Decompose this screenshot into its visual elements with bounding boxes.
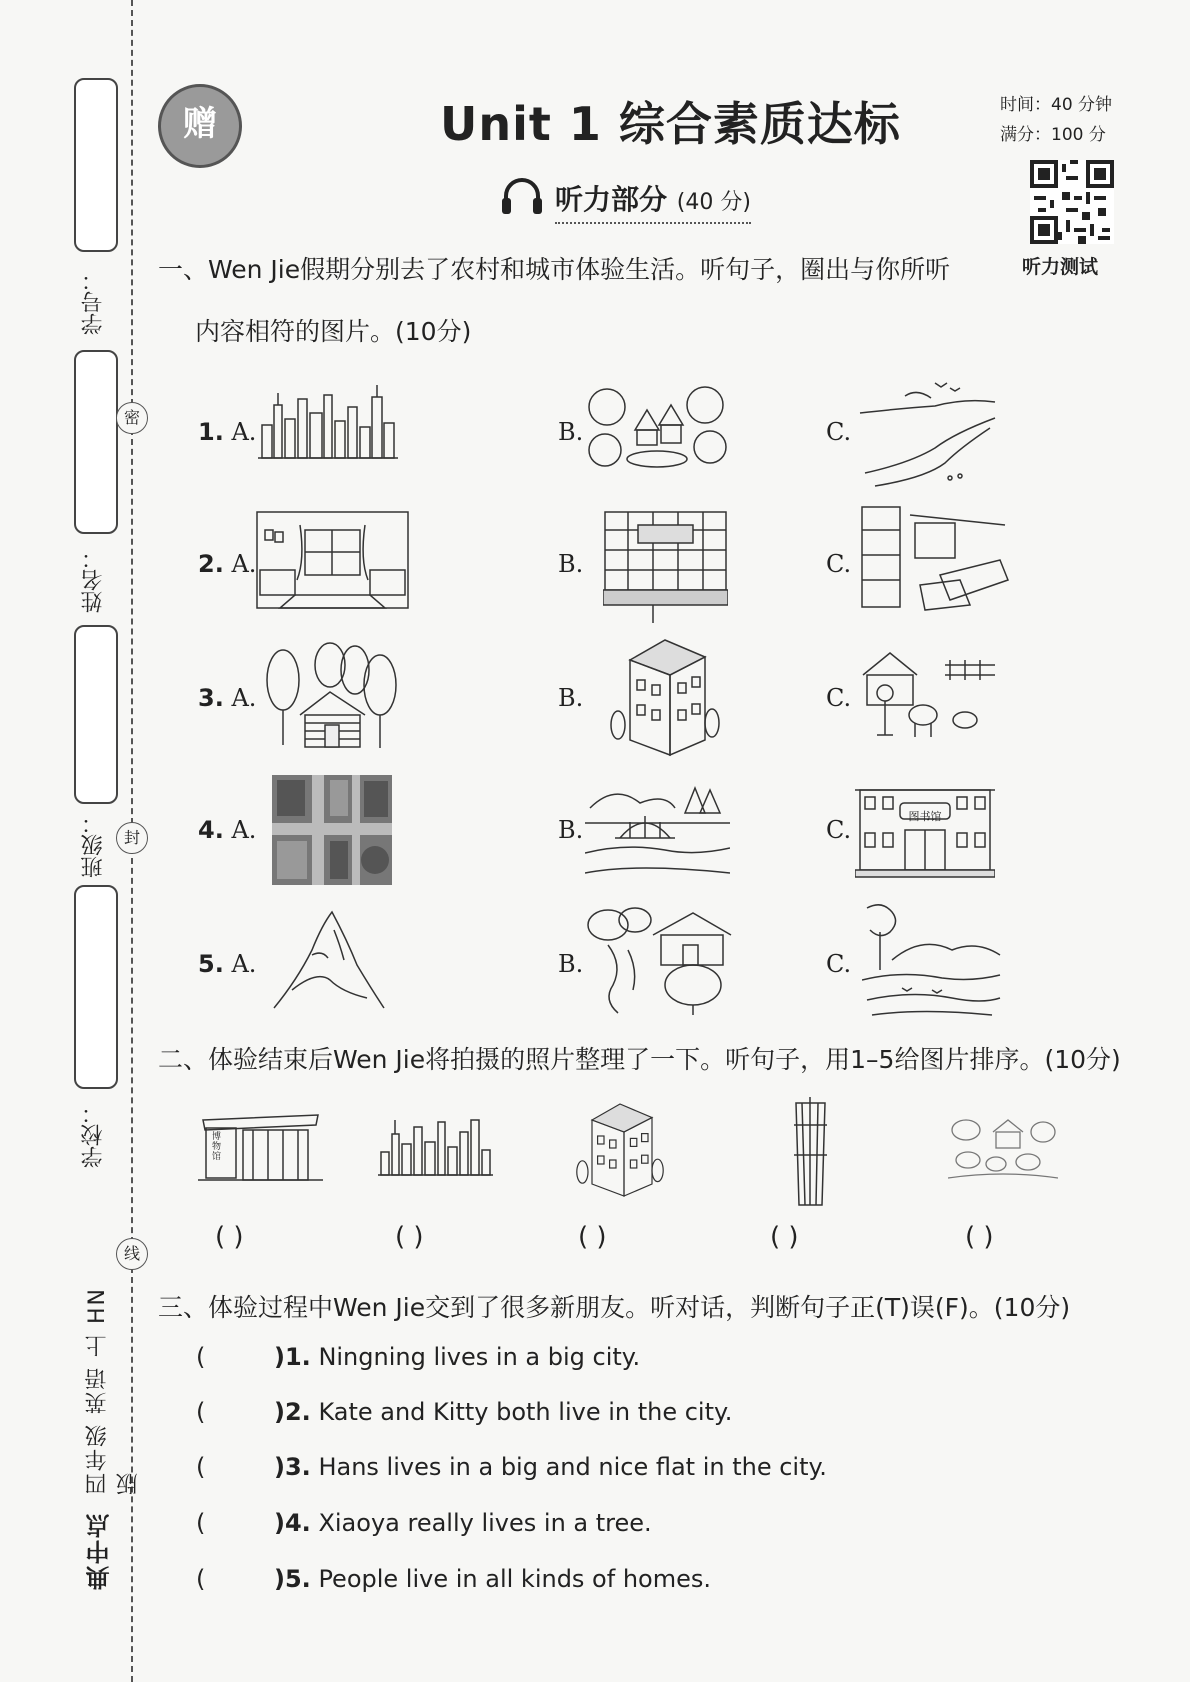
tf-number-4: )4. [274, 1509, 311, 1537]
tf-text-4: Xiaoya really lives in a tree. [318, 1509, 652, 1537]
tf-item-3 [196, 1453, 827, 1481]
listening-part-label: 听力部分 [555, 183, 668, 216]
mountain-icon[interactable] [272, 910, 387, 1010]
tower-icon [788, 1095, 833, 1207]
listening-part-score: (40 分) [676, 190, 751, 215]
order-blank-4[interactable]: ( ) [770, 1222, 799, 1252]
library-sign: 图书馆 [908, 810, 942, 823]
q4-option-a[interactable]: A. [231, 816, 257, 844]
class-label: 班级： [81, 812, 106, 878]
q4-option-b[interactable]: B. [558, 816, 584, 844]
museum-sign: 博物馆 [212, 1132, 222, 1162]
seal-mark-mi: 密 [116, 402, 148, 434]
tf-blank-2[interactable]: ( [196, 1398, 206, 1426]
seal-mark-feng: 封 [116, 822, 148, 854]
q5-option-a[interactable]: A. [231, 950, 257, 978]
q1-number: 1. [198, 418, 224, 446]
qr-code-icon[interactable] [1030, 160, 1114, 244]
headphones-icon [500, 176, 544, 216]
section1-heading-cont: 内容相符的图片。(10分) [195, 317, 472, 346]
page-title: Unit 1 综合素质达标 [440, 97, 901, 151]
q1-option-a[interactable]: A. [231, 418, 257, 446]
tf-text-3: Hans lives in a big and nice flat in the city. [318, 1453, 827, 1481]
library-icon[interactable] [855, 775, 995, 885]
tf-number-1: )1. [274, 1343, 311, 1371]
photo-farm-icon [948, 1112, 1058, 1182]
book-info: 四年级 英语 上 HN版 [85, 1287, 141, 1495]
q2-option-a[interactable]: A. [231, 550, 257, 578]
order-blank-3[interactable]: ( ) [578, 1222, 607, 1252]
q2-number: 2. [198, 550, 224, 578]
q3-label [198, 684, 256, 712]
kitchen-icon[interactable] [603, 510, 728, 625]
bedroom-icon[interactable] [860, 505, 1010, 615]
school-label: 学校： [81, 1102, 106, 1168]
wooden-house-icon[interactable] [265, 640, 400, 755]
tf-number-3: )3. [274, 1453, 311, 1481]
q4-option-c[interactable]: C. [826, 816, 852, 844]
qr-label: 听力测试 [1022, 256, 1099, 278]
photo-apartment-icon [565, 1100, 675, 1200]
tf-number-5: )5. [274, 1565, 311, 1593]
tf-text-5: People live in all kinds of homes. [318, 1565, 711, 1593]
tf-item-4 [196, 1509, 652, 1537]
q1-option-c[interactable]: C. [826, 418, 852, 446]
student-id-label: 学号： [81, 269, 106, 335]
q3-number: 3. [198, 684, 224, 712]
name-box[interactable] [74, 350, 118, 534]
photo-city-skyline-icon [378, 1112, 493, 1177]
q3-option-b[interactable]: B. [558, 684, 584, 712]
section2-heading: 二、体验结束后Wen Jie将拍摄的照片整理了一下。听句子，用1–5给图片排序。(10分) [158, 1045, 1121, 1074]
listening-part-title [555, 178, 751, 224]
tf-number-2: )2. [274, 1398, 311, 1426]
village-icon[interactable] [585, 385, 730, 475]
q2-option-c[interactable]: C. [826, 550, 852, 578]
q5-label [198, 950, 256, 978]
order-blank-2[interactable]: ( ) [395, 1222, 424, 1252]
name-label: 姓名： [81, 547, 106, 613]
brand-logo: 典中点 [86, 1512, 114, 1590]
tf-blank-4[interactable]: ( [196, 1509, 206, 1537]
order-blank-5[interactable]: ( ) [965, 1222, 994, 1252]
tf-text-2: Kate and Kitty both live in the city. [318, 1398, 733, 1426]
city-skyline-icon[interactable] [258, 385, 398, 460]
school-box[interactable] [74, 885, 118, 1089]
tf-item-5 [196, 1565, 711, 1593]
q1-label [198, 418, 256, 446]
country-house-icon[interactable] [583, 905, 733, 1017]
q5-number: 5. [198, 950, 224, 978]
q1-option-b[interactable]: B. [558, 418, 584, 446]
q2-option-b[interactable]: B. [558, 550, 584, 578]
q2-label [198, 550, 256, 578]
tf-blank-1[interactable]: ( [196, 1343, 206, 1371]
section3-heading: 三、体验过程中Wen Jie交到了很多新朋友。听对话，判断句子正(T)误(F)。(10分) [158, 1293, 1071, 1322]
tf-item-2 [196, 1398, 732, 1426]
bridge-park-icon[interactable] [585, 778, 730, 878]
gift-badge: 赠 [158, 84, 242, 168]
q5-option-b[interactable]: B. [558, 950, 584, 978]
lake-icon[interactable] [862, 900, 1002, 1020]
city-aerial-icon[interactable] [272, 775, 392, 885]
living-room-icon[interactable] [255, 510, 410, 610]
farm-icon[interactable] [855, 645, 1000, 745]
q3-option-a[interactable]: A. [231, 684, 257, 712]
class-box[interactable] [74, 625, 118, 804]
q4-number: 4. [198, 816, 224, 844]
tf-text-1: Ningning lives in a big city. [318, 1343, 641, 1371]
seal-mark-xian: 线 [116, 1238, 148, 1270]
river-icon[interactable] [855, 378, 1000, 488]
exam-total-score: 满分：100 分 [1000, 125, 1106, 145]
apartment-building-icon[interactable] [610, 635, 720, 760]
section1-heading: 一、Wen Jie假期分别去了农村和城市体验生活。听句子，圈出与你所听 [158, 255, 951, 284]
q5-option-c[interactable]: C. [826, 950, 852, 978]
student-id-box[interactable] [74, 78, 118, 252]
q3-option-c[interactable]: C. [826, 684, 852, 712]
order-blank-1[interactable]: ( ) [215, 1222, 244, 1252]
q4-label [198, 816, 256, 844]
tf-blank-5[interactable]: ( [196, 1565, 206, 1593]
exam-time: 时间：40 分钟 [1000, 95, 1113, 115]
tf-item-1 [196, 1343, 640, 1371]
tf-blank-3[interactable]: ( [196, 1453, 206, 1481]
